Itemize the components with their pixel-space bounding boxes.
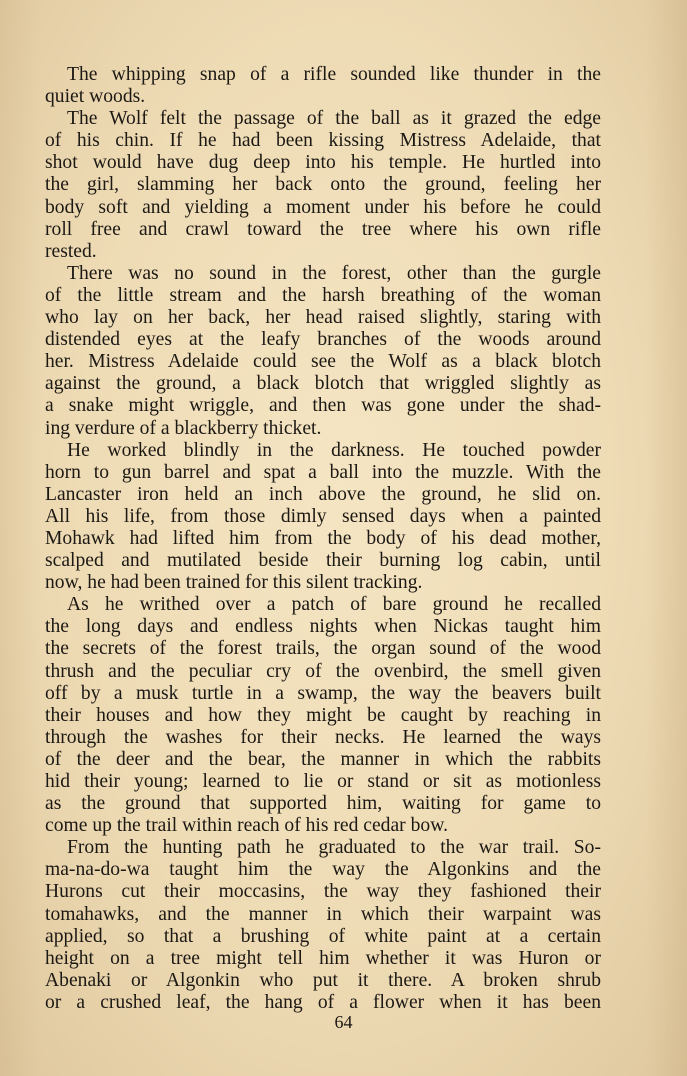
body-text bbox=[45, 64, 601, 1014]
text-line: All his life, from those dimly sensed days when a painted bbox=[45, 505, 601, 527]
text-line: He worked blindly in the darkness. He touched powder bbox=[67, 439, 601, 461]
text-line: height on a tree might tell him whether it was Huron or bbox=[45, 947, 601, 969]
text-line: a snake might wriggle, and then was gone under the shad- bbox=[45, 395, 601, 417]
text-line: their houses and how they might be caught by reaching in bbox=[45, 704, 601, 726]
text-line: the girl, slamming her back onto the ground, feeling her bbox=[45, 174, 601, 196]
text-line: Abenaki or Algonkin who put it there. A broken shrub bbox=[45, 969, 601, 991]
text-line: now, he had been trained for this silent tracking. bbox=[45, 572, 423, 594]
text-line: of the deer and the bear, the manner in which the rabbits bbox=[45, 748, 601, 770]
text-line: horn to gun barrel and spat a ball into the muzzle. With the bbox=[45, 461, 601, 483]
text-line: From the hunting path he graduated to the war trail. So- bbox=[67, 837, 601, 859]
text-line: against the ground, a black blotch that wriggled slightly as bbox=[45, 373, 601, 395]
text-line: the secrets of the forest trails, the organ sound of the wood bbox=[45, 638, 601, 660]
text-line: quiet woods. bbox=[45, 86, 146, 108]
text-line: body soft and yielding a moment under his before he could bbox=[45, 196, 601, 218]
text-line: roll free and crawl toward the tree where his own rifle bbox=[45, 218, 601, 240]
text-line: Mohawk had lifted him from the body of his dead mother, bbox=[45, 527, 601, 549]
text-line: scalped and mutilated beside their burning log cabin, until bbox=[45, 550, 601, 572]
text-line: off by a musk turtle in a swamp, the way the beavers built bbox=[45, 682, 601, 704]
text-line: as the ground that supported him, waiting for game to bbox=[45, 793, 601, 815]
text-line: tomahawks, and the manner in which their warpaint was bbox=[45, 903, 601, 925]
text-line: Hurons cut their moccasins, the way they fashioned their bbox=[45, 881, 601, 903]
text-line: As he writhed over a patch of bare ground he recalled bbox=[67, 594, 601, 616]
text-line: There was no sound in the forest, other than the gurgle bbox=[67, 262, 601, 284]
text-line: of the little stream and the harsh breathing of the woman bbox=[45, 284, 601, 306]
text-line: of his chin. If he had been kissing Mistress Adelaide, that bbox=[45, 130, 601, 152]
text-line: shot would have dug deep into his temple. He hurtled into bbox=[45, 152, 601, 174]
text-line: ing verdure of a blackberry thicket. bbox=[45, 417, 322, 439]
text-line: thrush and the peculiar cry of the ovenbird, the smell given bbox=[45, 660, 601, 682]
text-line: Lancaster iron held an inch above the ground, he slid on. bbox=[45, 483, 601, 505]
page-number: 64 bbox=[334, 1012, 353, 1032]
text-line: applied, so that a brushing of white paint at a certain bbox=[45, 925, 601, 947]
text-line: distended eyes at the leafy branches of the woods around bbox=[45, 329, 601, 351]
text-line: hid their young; learned to lie or stand or sit as motionless bbox=[45, 771, 601, 792]
text-line: who lay on her back, her head raised slightly, staring with bbox=[45, 307, 601, 329]
text-line: the long days and endless nights when Nickas taught him bbox=[45, 616, 601, 638]
text-line: her. Mistress Adelaide could see the Wolf as a black blotch bbox=[45, 351, 601, 373]
text-line: through the washes for their necks. He learned the ways bbox=[45, 726, 601, 748]
text-line: rested. bbox=[45, 240, 97, 262]
text-line: The whipping snap of a rifle sounded like thunder in the bbox=[67, 64, 601, 85]
text-line: come up the trail within reach of his red cedar bow. bbox=[45, 815, 448, 837]
text-line: or a crushed leaf, the hang of a flower when it has been bbox=[45, 991, 601, 1013]
text-line: The Wolf felt the passage of the ball as it grazed the edge bbox=[67, 108, 601, 130]
text-line: ma-na-do-wa taught him the way the Algonkins and the bbox=[45, 859, 601, 881]
